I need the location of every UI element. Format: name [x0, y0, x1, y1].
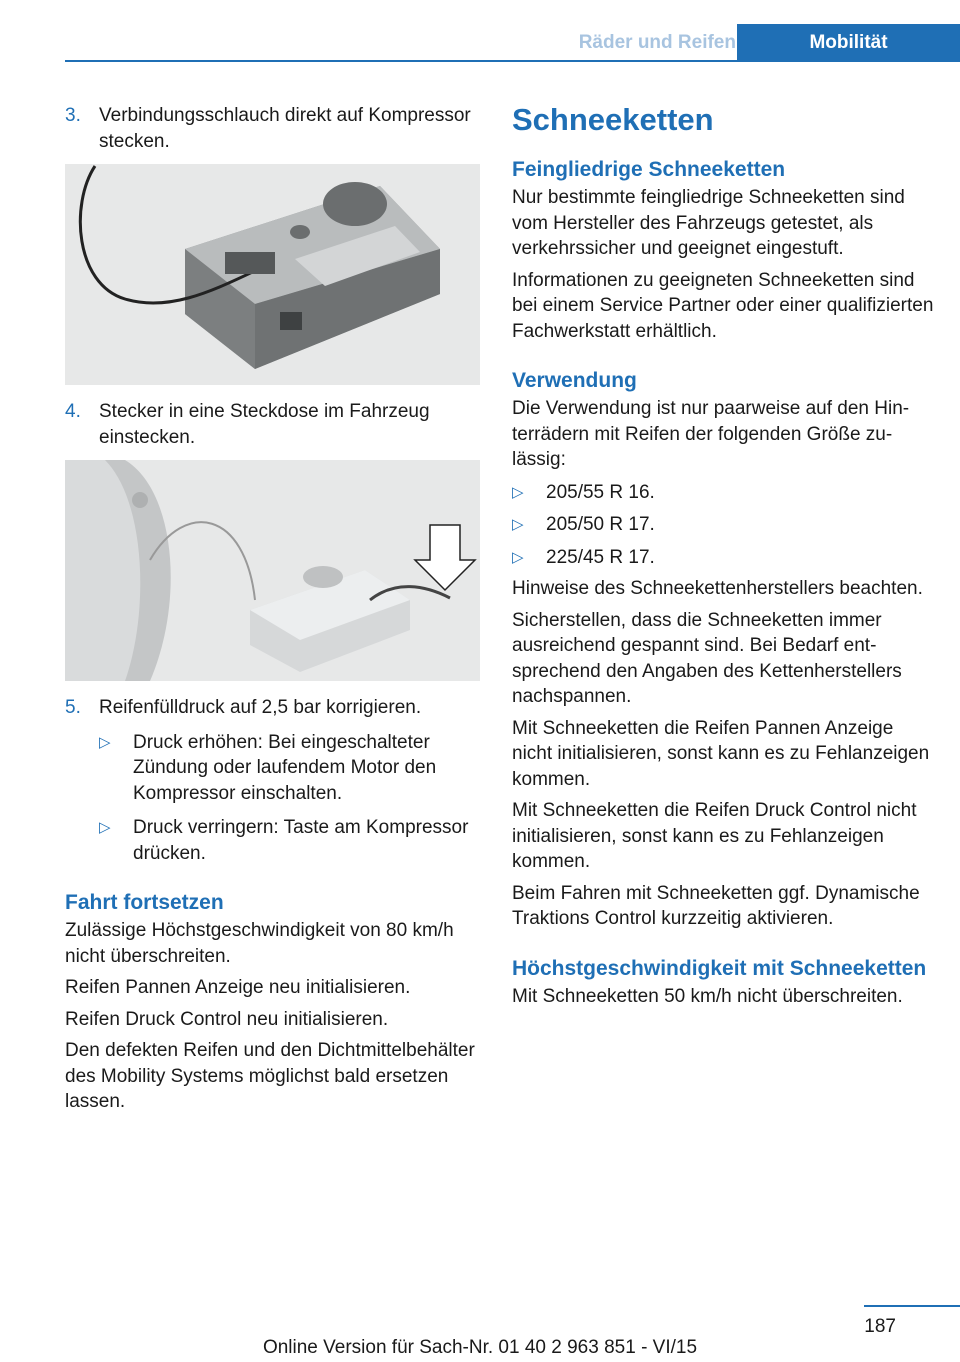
paragraph: Sicherstellen, dass die Schneeketten immer ausreichend gespannt sind. Bei Bedarf entsprechend den Angaben des Kettenherstellers nachspannen. [512, 609, 902, 707]
step-text: Reifenfülldruck auf 2,5 bar korrigieren. [99, 697, 422, 718]
step-3 [65, 103, 480, 154]
step-5 [65, 695, 480, 866]
header-section-tab[interactable]: Räder und Reifen [578, 32, 736, 53]
paragraph: Zulässige Höchstgeschwindigkeit von 80 km/h nicht überschreiten. [65, 920, 454, 967]
list-item [99, 730, 480, 807]
paragraph: Mit Schneeketten die Reifen Pannen Anzeige nicht initialisieren, sonst kann es zu Fehlanzeigen kommen. [512, 717, 930, 790]
step-text: Verbindungsschlauch direkt auf Kompressor stecken. [99, 105, 471, 152]
header-divider [65, 60, 960, 62]
step-4 [65, 399, 480, 450]
list-item [99, 815, 480, 866]
list-item [512, 480, 937, 506]
tire-size: 205/55 R 16. [546, 481, 655, 503]
paragraph: Informationen zu geeigneten Schneeketten sind bei einem Service Partner oder einer qualifizierten Fachwerkstatt erhältlich. [512, 269, 934, 342]
paragraph: Reifen Druck Control neu initialisieren. [65, 1008, 389, 1030]
list-item [512, 512, 937, 538]
compressor-hose-figure [65, 164, 480, 385]
triangle-right-icon: ▷ [512, 483, 524, 501]
step-number: 3. [65, 105, 81, 126]
triangle-right-icon: ▷ [99, 733, 111, 751]
paragraph: Den defekten Reifen und den Dichtmittelbehälter des Mobility Systems möglichst bald ersetzen lassen. [65, 1040, 475, 1112]
page-number: 187 [864, 1316, 896, 1337]
triangle-right-icon: ▷ [99, 819, 111, 836]
paragraph: Nur bestimmte feingliedrige Schneeketten sind vom Hersteller des Fahrzeugs getestet, als verkehrssicher und geeignet eingestuft. [512, 187, 905, 259]
header-chapter-tab[interactable]: Mobilität [737, 24, 960, 62]
sub-step-text: Druck erhöhen: Bei eingeschalteter Zündung oder laufendem Motor den Kompressor einschalten. [133, 731, 437, 804]
section-heading-max-speed: Höchstgeschwindigkeit mit Schneeketten [512, 956, 927, 980]
tire-size: 205/50 R 17. [546, 514, 655, 535]
paragraph: Die Verwendung ist nur paarweise auf den Hinterrädern mit Reifen der folgenden Größe zulässig: [512, 398, 910, 470]
list-item [512, 545, 937, 571]
paragraph: Mit Schneeketten die Reifen Druck Control nicht initialisieren, sonst kann es zu Fehlanzeigen kommen. [512, 800, 917, 872]
step-number: 5. [65, 697, 81, 718]
step-number: 4. [65, 401, 81, 422]
left-column [65, 103, 480, 1121]
triangle-right-icon: ▷ [512, 516, 524, 533]
section-heading-usage: Verwendung [512, 369, 637, 392]
paragraph: Beim Fahren mit Schneeketten ggf. Dynamische Traktions Control kurzzeitig aktivieren. [512, 882, 920, 929]
online-version-note: Online Version für Sach-Nr. 01 40 2 963 851 - VI/15 [262, 1337, 698, 1358]
tire-size: 225/45 R 17. [546, 546, 655, 568]
socket-plug-figure [65, 460, 480, 681]
section-heading-fine-chains: Feingliedrige Schneeketten [512, 158, 786, 181]
section-heading-continue: Fahrt fortsetzen [65, 891, 224, 914]
footer-divider [864, 1305, 960, 1307]
paragraph: Hinweise des Schneekettenherstellers beachten. [512, 578, 923, 599]
paragraph: Mit Schneeketten 50 km/h nicht überschreiten. [512, 985, 903, 1007]
sub-step-text: Druck verringern: Taste am Kompressor drücken. [133, 817, 469, 864]
page-title: Schneeketten [512, 102, 714, 137]
right-column [512, 103, 937, 1015]
paragraph: Reifen Pannen Anzeige neu initialisieren. [65, 977, 411, 998]
step-text: Stecker in eine Steckdose im Fahrzeug einstecken. [99, 401, 430, 448]
triangle-right-icon: ▷ [512, 548, 524, 566]
